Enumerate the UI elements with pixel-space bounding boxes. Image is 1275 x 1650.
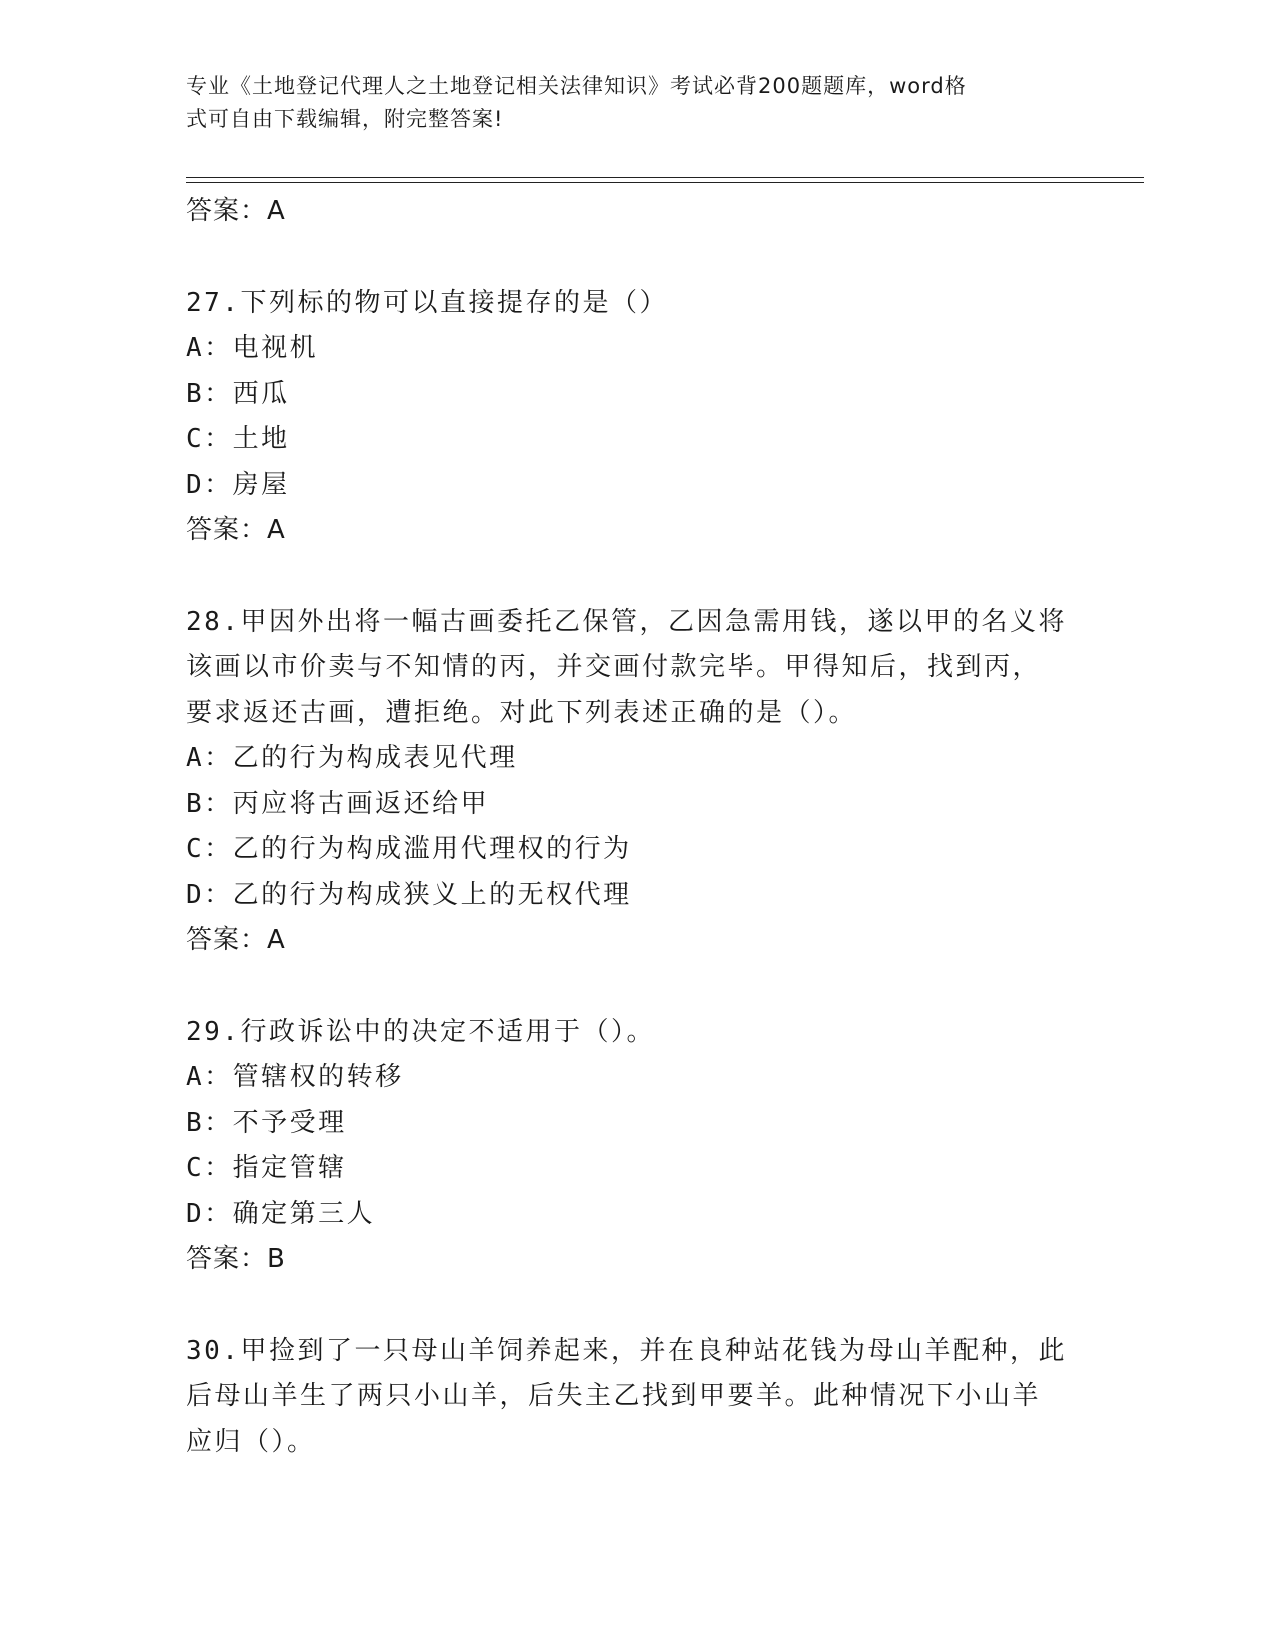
question-27	[186, 281, 1086, 554]
question-stem-line-1: 30.甲捡到了一只母山羊饲养起来，并在良种站花钱为母山羊配种，此	[186, 1335, 1067, 1366]
option-a: A：电视机	[186, 333, 319, 363]
question-stem-line-3: 应归（）。	[186, 1426, 316, 1457]
option-c: C：土地	[186, 424, 290, 454]
header-line-1: 专业《土地登记代理人之土地登记相关法律知识》考试必背200题题库，word格	[186, 74, 967, 98]
answer-line: 答案：A	[186, 196, 286, 226]
option-a: A：乙的行为构成表见代理	[186, 743, 518, 773]
question-stem: 29.行政诉讼中的决定不适用于（）。	[186, 1016, 655, 1047]
question-stem-line-2: 后母山羊生了两只小山羊，后失主乙找到甲要羊。此种情况下小山羊	[186, 1381, 1042, 1411]
option-c: C：乙的行为构成滥用代理权的行为	[186, 834, 632, 864]
option-d: D：房屋	[186, 469, 290, 500]
header-divider-bottom	[186, 182, 1144, 183]
option-d: D：确定第三人	[186, 1198, 376, 1229]
question-30	[186, 1329, 1086, 1466]
option-b: B：丙应将古画返还给甲	[186, 788, 490, 819]
option-b: B：西瓜	[186, 378, 290, 409]
question-28	[186, 600, 1086, 964]
option-c: C：指定管辖	[186, 1153, 347, 1183]
answer-line: 答案：B	[186, 1244, 286, 1274]
document-header	[186, 70, 1066, 136]
header-line-2: 式可自由下载编辑，附完整答案!	[186, 107, 504, 131]
option-b: B：不予受理	[186, 1107, 347, 1138]
header-divider-top	[186, 177, 1144, 178]
option-d: D：乙的行为构成狭义上的无权代理	[186, 879, 632, 910]
answer-line: 答案：A	[186, 515, 286, 545]
question-stem-line-1: 28.甲因外出将一幅古画委托乙保管，乙因急需用钱，遂以甲的名义将	[186, 606, 1067, 637]
question-29	[186, 1010, 1086, 1283]
question-stem-line-2: 该画以市价卖与不知情的丙，并交画付款完毕。甲得知后，找到丙，	[186, 652, 1042, 682]
question-list	[186, 189, 1086, 1465]
question-stem-line-3: 要求返还古画，遭拒绝。对此下列表述正确的是（）。	[186, 697, 858, 728]
option-a: A：管辖权的转移	[186, 1062, 404, 1092]
answer-line: 答案：A	[186, 925, 286, 955]
question-stem: 27.下列标的物可以直接提存的是（）	[186, 287, 668, 318]
